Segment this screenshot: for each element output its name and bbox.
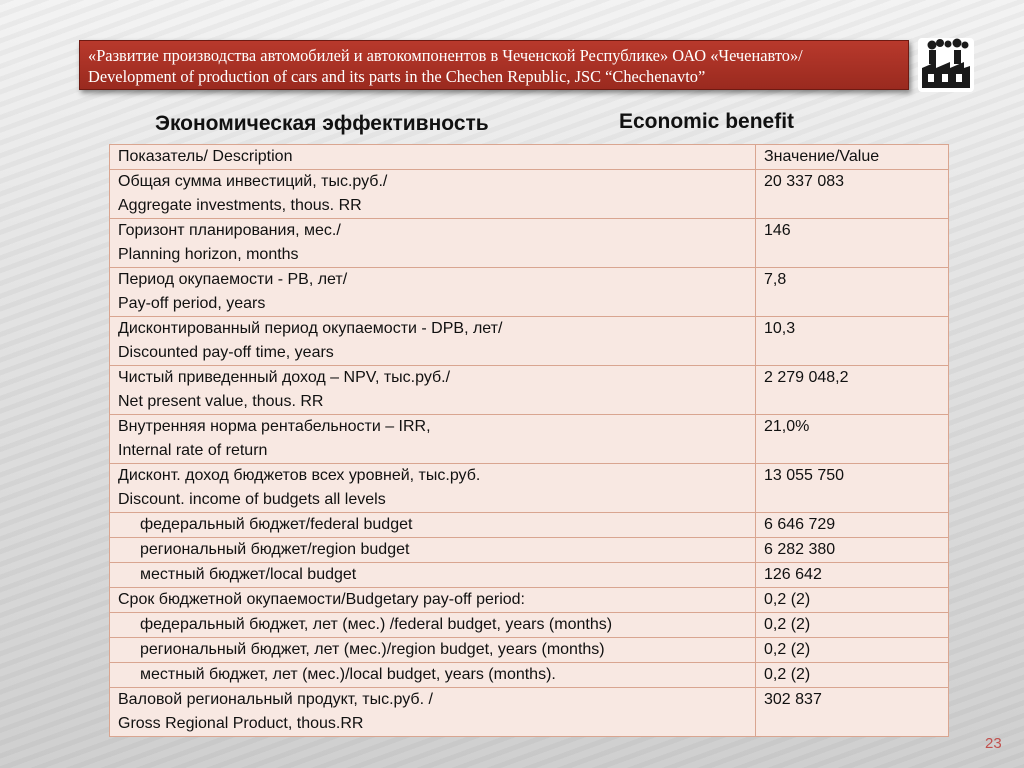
description-line-1: Внутренняя норма рентабельности – IRR,: [118, 418, 431, 435]
table-row: [110, 464, 949, 513]
table-row: [110, 219, 949, 268]
row-description: [110, 268, 756, 317]
table-row: [110, 415, 949, 464]
row-value: 10,3: [756, 317, 949, 366]
description-line-2: Planning horizon, months: [118, 246, 299, 263]
description-line-2: Gross Regional Product, thous.RR: [118, 715, 364, 732]
factory-icon: [918, 38, 974, 92]
row-description: [110, 688, 756, 737]
row-value: 126 642: [756, 563, 949, 588]
row-description: [110, 464, 756, 513]
description-line-1: федеральный бюджет/federal budget: [140, 516, 413, 533]
row-value: 0,2 (2): [756, 638, 949, 663]
row-value: 6 646 729: [756, 513, 949, 538]
table-row: [110, 538, 949, 563]
row-description: [110, 613, 756, 638]
description-line-2: Aggregate investments, thous. RR: [118, 197, 362, 214]
row-description: [110, 317, 756, 366]
table-row: [110, 170, 949, 219]
row-description: [110, 219, 756, 268]
description-line-2: Internal rate of return: [118, 442, 268, 459]
title-russian: Экономическая эффективность: [155, 112, 489, 135]
description-line-1: Срок бюджетной окупаемости/Budgetary pay-off period:: [118, 591, 525, 608]
row-value: 7,8: [756, 268, 949, 317]
row-description: [110, 663, 756, 688]
row-description: [110, 415, 756, 464]
row-value: 6 282 380: [756, 538, 949, 563]
table-row: [110, 563, 949, 588]
description-line-1: Дисконт. доход бюджетов всех уровней, тыс.руб.: [118, 467, 481, 484]
row-value: 20 337 083: [756, 170, 949, 219]
title-english: Economic benefit: [619, 110, 795, 133]
row-value: 146: [756, 219, 949, 268]
row-value: 2 279 048,2: [756, 366, 949, 415]
description-line-1: региональный бюджет/region budget: [140, 541, 410, 558]
table-row: [110, 638, 949, 663]
description-line-1: федеральный бюджет, лет (мес.) /federal budget, years (months): [140, 616, 613, 633]
row-value: 0,2 (2): [756, 613, 949, 638]
description-line-2: Net present value, thous. RR: [118, 393, 324, 410]
row-value: 0,2 (2): [756, 588, 949, 613]
description-line-1: Горизонт планирования, мес./: [118, 222, 341, 239]
row-description: [110, 638, 756, 663]
row-description: [110, 513, 756, 538]
slide-header-banner: [79, 40, 909, 90]
table-row: [110, 268, 949, 317]
row-description: [110, 563, 756, 588]
row-description: [110, 538, 756, 563]
row-value: 13 055 750: [756, 464, 949, 513]
table-row: [110, 688, 949, 737]
description-line-1: Валовой региональный продукт, тыс.руб. /: [118, 691, 433, 708]
description-line-2: Discounted pay-off time, years: [118, 344, 334, 361]
row-description: [110, 170, 756, 219]
description-line-1: региональный бюджет, лет (мес.)/region budget, years (months): [140, 641, 605, 658]
row-description: [110, 366, 756, 415]
description-line-1: Чистый приведенный доход – NPV, тыс.руб./: [118, 369, 451, 386]
description-line-2: Pay-off period, years: [118, 295, 266, 312]
row-value: 302 837: [756, 688, 949, 737]
description-line-1: местный бюджет/local budget: [140, 566, 357, 583]
header-value: Значение/Value: [756, 145, 949, 170]
table-row: [110, 366, 949, 415]
table-row: [110, 317, 949, 366]
description-line-2: Discount. income of budgets all levels: [118, 491, 386, 508]
table-row: [110, 663, 949, 688]
description-line-1: Дисконтированный период окупаемости - DPB, лет/: [118, 320, 503, 337]
table-row: [110, 513, 949, 538]
economic-benefit-table: [109, 144, 949, 737]
header-description: Показатель/ Description: [110, 145, 756, 170]
page-number: 23: [985, 735, 1002, 752]
row-description: [110, 588, 756, 613]
description-line-1: Период окупаемости - PB, лет/: [118, 271, 348, 288]
description-line-1: Общая сумма инвестиций, тыс.руб./: [118, 173, 388, 190]
header-line-ru: «Развитие производства автомобилей и автокомпонентов в Чеченской Республике» ОАО «Чеченавто»/: [88, 46, 803, 65]
row-value: 21,0%: [756, 415, 949, 464]
table-header-row: [110, 145, 949, 170]
table-row: [110, 613, 949, 638]
description-line-1: местный бюджет, лет (мес.)/local budget, years (months).: [140, 666, 556, 683]
table-row: [110, 588, 949, 613]
header-line-en: Development of production of cars and its parts in the Chechen Republic, JSC “Chechenavto”: [88, 67, 706, 86]
row-value: 0,2 (2): [756, 663, 949, 688]
